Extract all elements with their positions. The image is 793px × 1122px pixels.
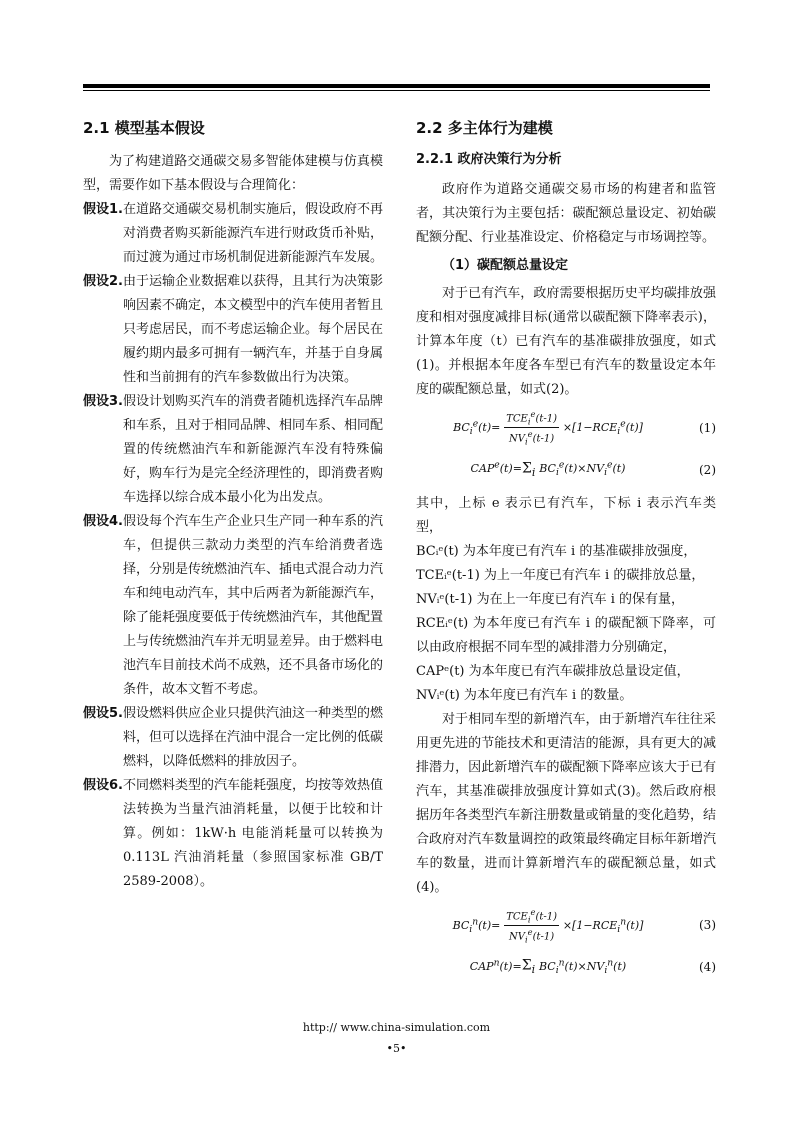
- existing-vehicles-paragraph: 对于已有汽车，政府需要根据历史平均碳排放强度和相对强度减排目标(通常以碳配额下降率表示)，计算本年度（t）已有汽车的基准碳排放强度，如式(1)。并根据本年度各车型已有汽车的数量设定本年度的碳配额总量，如式(2)。: [416, 286, 716, 397]
- assumption-text: 假设燃料供应企业只提供汽油这一种类型的燃料，但可以选择在汽油中混合一定比例的低碳燃料，以降低燃料的排放因子。: [122, 706, 383, 769]
- definition-line: NVᵢᵉ(t-1) 为在上一年度已有汽车 i 的保有量，: [416, 591, 684, 607]
- assumption-5: [83, 702, 383, 774]
- assumption-3: [83, 390, 383, 510]
- definition-line: TCEᵢᵉ(t-1) 为上一年度已有汽车 i 的碳排放总量，: [416, 567, 705, 583]
- assumption-label: 假设5.: [83, 706, 123, 721]
- assumption-label: 假设1.: [83, 202, 123, 217]
- left-column: [83, 110, 383, 894]
- equation-4: [416, 951, 716, 983]
- assumption-text: 由于运输企业数据难以获得，且其行为决策影响因素不确定，本文模型中的汽车使用者暂且只考虑居民，而不考虑运输企业。每个居民在履约期内最多可拥有一辆汽车，并基于自身属性和当前拥有的汽车参数做出行为决策。: [122, 274, 383, 385]
- equation-2-body: $CAP^e(t)=\Sigma_i$ $BC_i^e(t)\times NV_i^e(t)$: [470, 459, 626, 479]
- item-title-cap-setting: （1）碳配额总量设定: [442, 258, 569, 273]
- right-column: [416, 110, 716, 989]
- equation-number: (4): [699, 960, 716, 975]
- subsection-title-2-2-1: 2.2.1 政府决策行为分析: [416, 152, 562, 167]
- equation-2: [416, 454, 716, 486]
- section-title-2-2: 2.2 多主体行为建模: [416, 119, 553, 137]
- assumption-2: [83, 270, 383, 390]
- new-vehicles-paragraph: 对于相同车型的新增汽车，由于新增汽车往往采用更先进的节能技术和更清洁的能源，具有更大的减排潜力，因此新增汽车的碳配额下降率应该大于已有汽车，其基准碳排放强度计算如式(3)。然后政府根据历年各类型汽车新注册数量或销量的变化趋势，结合政府对汽车数量调控的政策最终确定目标年新增汽车的数量，进而计算新增汽车的碳配额总量，如式(4)。: [416, 711, 716, 895]
- assumption-1: [83, 198, 383, 270]
- assumption-label: 假设3.: [83, 394, 123, 409]
- assumption-4: [83, 510, 383, 702]
- assumption-text: 不同燃料类型的汽车能耗强度，均按等效热值法转换为当量汽油消耗量，以便于比较和计算。例如：1kW·h 电能消耗量可以转换为 0.113L 汽油消耗量（参照国家标准 GB/T 2589-2008）。: [122, 778, 383, 889]
- equation-3-body: $BC_i^n(t)=$ $\frac{TCE_i^e(t-1)}{NV_i^e(t-1)}$ $\times[1-RCE_i^n(t)]$: [452, 906, 644, 945]
- assumption-text: 在道路交通碳交易机制实施后，假设政府不再对消费者购买新能源汽车进行财政货币补贴，而过渡为通过市场机制促进新能源汽车发展。: [122, 202, 383, 265]
- equation-number: (1): [699, 420, 716, 435]
- equation-4-body: $CAP^n(t)=\Sigma_i$ $BC_i^n(t)\times NV_i^n(t)$: [469, 957, 627, 977]
- page-number: •5•: [386, 1042, 407, 1055]
- definition-line: 其中，上标 e 表示已有汽车，下标 i 表示汽车类型，: [416, 495, 716, 535]
- assumption-label: 假设2.: [83, 274, 123, 289]
- equation-number: (3): [699, 918, 716, 933]
- footer-url: http:// www.china-simulation.com: [302, 1021, 491, 1034]
- assumption-6: [83, 774, 383, 894]
- equation-3: [416, 906, 716, 946]
- assumption-label: 假设6.: [83, 778, 123, 793]
- government-paragraph: 政府作为道路交通碳交易市场的构建者和监管者，其决策行为主要包括：碳配额总量设定、初始碳配额分配、行业基准设定、价格稳定与市场调控等。: [416, 182, 716, 245]
- definition-line: BCᵢᵉ(t) 为本年度已有汽车 i 的基准碳排放强度，: [416, 543, 697, 559]
- intro-paragraph: 为了构建道路交通碳交易多智能体建模与仿真模型，需要作如下基本假设与合理简化：: [83, 154, 383, 193]
- definition-line: RCEᵢᵉ(t) 为本年度已有汽车 i 的碳配额下降率，可以由政府根据不同车型的减排潜力分别确定，: [416, 615, 716, 655]
- equation-1-body: $BC_i^e(t)=$ $\frac{TCE_i^e(t-1)}{NV_i^e(t-1)}$ $\times[1-RCE_i^e(t)]$: [453, 409, 643, 447]
- assumption-label: 假设4.: [83, 514, 123, 529]
- assumption-text: 假设每个汽车生产企业只生产同一种车系的汽车，但提供三款动力类型的汽车给消费者选择，分别是传统燃油汽车、插电式混合动力汽车和纯电动汽车，其中后两者为新能源汽车，除了能耗强度要低于传统燃油汽车，其他配置上与传统燃油汽车并无明显差异。由于燃料电池汽车目前技术尚不成熟，还不具备市场化的条件，故本文暂不考虑。: [122, 514, 383, 697]
- assumption-text: 假设计划购买汽车的消费者随机选择汽车品牌和车系，且对于相同品牌、相同车系、相同配置的传统燃油汽车和新能源汽车没有特殊偏好，购车行为是完全经济理性的，即消费者购车选择以综合成本最小化为出发点。: [122, 394, 383, 505]
- definition-line: NVᵢᵉ(t) 为本年度已有汽车 i 的数量。: [416, 687, 633, 703]
- header-rule-thick: [83, 84, 710, 88]
- definition-line: CAPᵉ(t) 为本年度已有汽车碳排放总量设定值，: [416, 663, 690, 679]
- section-title-2-1: 2.1 模型基本假设: [83, 119, 205, 137]
- header-rule-thin: [83, 90, 710, 91]
- equation-1: [416, 408, 716, 448]
- equation-number: (2): [699, 462, 716, 477]
